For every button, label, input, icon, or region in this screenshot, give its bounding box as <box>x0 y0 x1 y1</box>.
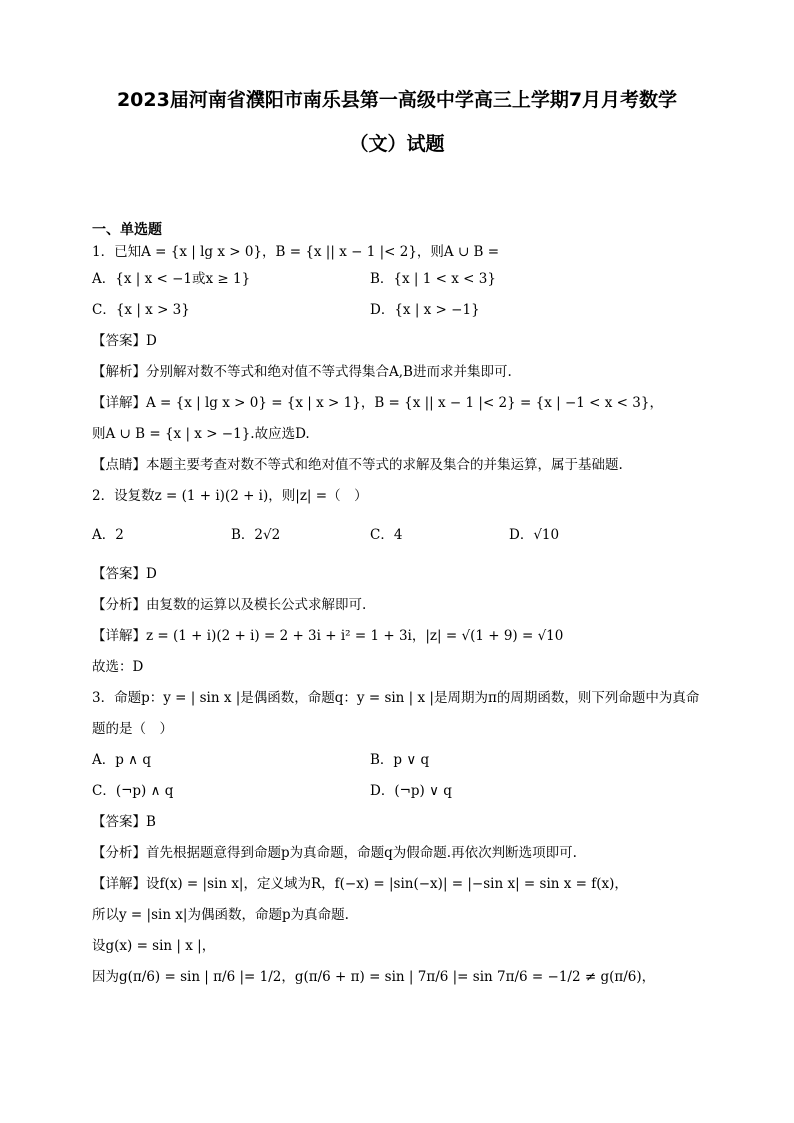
q3-options-row2 <box>92 776 702 807</box>
q1-option-b: B．{x | 1 < x < 3} <box>370 271 496 287</box>
q3-stem: 3．命题p：y = | sin x |是偶函数，命题q：y = sin | x |是周期为π的周期函数，则下列命题中为真命 <box>92 690 700 706</box>
q3-detail-4: 因为g(π/6) = sin | π/6 |= 1/2，g(π/6 + π) = sin | 7π/6 |= sin 7π/6 = −1/2 ≠ g(π/6)， <box>92 969 656 985</box>
q3-option-b: B．p ∨ q <box>370 752 430 768</box>
q3-option-c: C．(¬p) ∧ q <box>92 783 174 799</box>
q3-detail-3: 设g(x) = sin | x |， <box>92 938 216 954</box>
q1-analysis: 【解析】分别解对数不等式和绝对值不等式得集合A,B进而求并集即可. <box>92 364 512 380</box>
q3-detail-2: 所以y = |sin x|为偶函数，命题p为真命题. <box>92 907 349 923</box>
q1-comment: 【点睛】本题主要考查对数不等式和绝对值不等式的求解及集合的并集运算，属于基础题. <box>92 457 623 473</box>
q1-stem: 1．已知A = {x | lg x > 0}，B = {x || x − 1 |< 2}，则A ∪ B = <box>92 244 500 260</box>
q1-option-a: A．{x | x < −1或x ≥ 1} <box>92 271 251 287</box>
q1-option-d: D．{x | x > −1} <box>370 302 480 318</box>
q3-option-a: A．p ∧ q <box>92 752 151 768</box>
section-heading: 一、单选题 <box>92 222 162 238</box>
q2-option-c: C．4 <box>370 527 403 543</box>
q2-option-b: B．2√2 <box>231 527 281 543</box>
q3-answer: 【答案】B <box>92 814 156 830</box>
q2-option-d: D．√10 <box>509 527 560 543</box>
q2-option-a: A．2 <box>92 527 124 543</box>
q1-options-row2 <box>92 295 702 326</box>
q3-analysis: 【分析】首先根据题意得到命题p为真命题，命题q为假命题.再依次判断选项即可. <box>92 845 577 861</box>
spacer <box>92 512 702 520</box>
q1-answer: 【答案】D <box>92 333 157 349</box>
q2-options <box>92 520 702 551</box>
q1-option-c: C．{x | x > 3} <box>92 302 190 318</box>
q2-stem: 2．设复数z = (1 + i)(2 + i)，则|z| =（ ） <box>92 488 368 504</box>
document-title-line2: （文）试题 <box>349 133 445 155</box>
q1-detail-cont: 则A ∪ B = {x | x > −1}.故应选D. <box>92 426 310 442</box>
q1-detail: 【详解】A = {x | lg x > 0} = {x | x > 1}，B = {x || x − 1 |< 2} = {x | −1 < x < 3}， <box>92 395 663 411</box>
q2-answer: 【答案】D <box>92 566 157 582</box>
q3-detail: 【详解】设f(x) = |sin x|，定义域为R，f(−x) = |sin(−x)| = |−sin x| = sin x = f(x)， <box>92 876 628 892</box>
q2-detail: 【详解】z = (1 + i)(2 + i) = 2 + 3i + i² = 1 + 3i，|z| = √(1 + 9) = √10 <box>92 628 564 644</box>
spacer <box>92 551 702 559</box>
document-title-line1: 2023届河南省濮阳市南乐县第一高级中学高三上学期7月月考数学 <box>116 89 678 111</box>
q2-analysis: 【分析】由复数的运算以及模长公式求解即可. <box>92 597 367 613</box>
q3-option-d: D．(¬p) ∨ q <box>370 783 452 799</box>
q2-choice: 故选：D <box>92 659 144 675</box>
q3-stem-cont: 题的是（ ） <box>92 721 173 737</box>
q1-options-row1 <box>92 264 702 295</box>
q3-options-row1 <box>92 745 702 776</box>
